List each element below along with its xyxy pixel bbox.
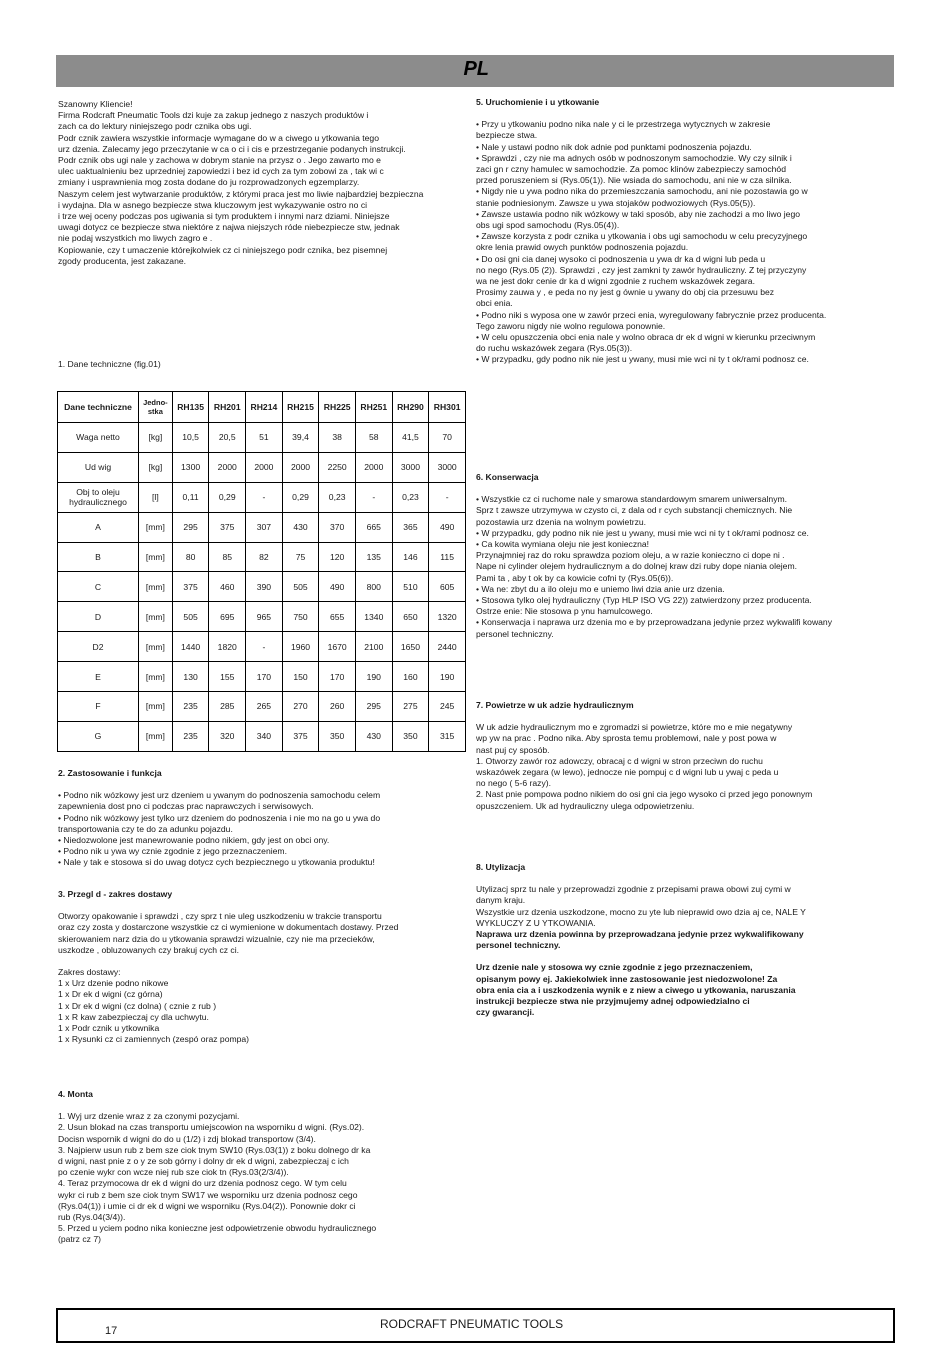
table-cell: 1440 (172, 632, 209, 662)
table-cell: 260 (319, 692, 356, 722)
section-delivery (58, 889, 468, 1045)
table-cell: 235 (172, 721, 209, 751)
table-cell: 115 (429, 542, 466, 572)
table-cell: 51 (246, 423, 283, 453)
table-cell: 190 (429, 662, 466, 692)
table-cell: 370 (319, 512, 356, 542)
table-cell: 430 (282, 512, 319, 542)
liability-note: Urz dzenie nale y stosowa wy cznie zgodnie z jego przeznaczeniem, opisanym powy ej. Jakiekolwiek inne zastosowanie jest niedozwolone! Za obra enia cia a i uszkodzenia wynik e z niew a ciwego u ytkowania, naruszania instrukcji bezpiecze stwa nie przyjmujemy adnej odpowiedzialno ci czy gwarancji. (476, 962, 796, 1018)
table-cell: 307 (246, 512, 283, 542)
row-label-cell: A (58, 512, 139, 542)
table-cell: 365 (392, 512, 429, 542)
header-cell: Dane techniczne (58, 392, 139, 423)
table-cell: 58 (355, 423, 392, 453)
table-cell: 1340 (355, 602, 392, 632)
table-cell: 505 (172, 602, 209, 632)
table-cell: 3000 (429, 452, 466, 482)
section-body: • Przy u ytkowaniu podno nika nale y ci le przestrzega wytycznych w zakresie bezpiecze stwa. • Nale y ustawi podno nik dok adnie pod punktami podnoszenia pojazdu. • Sprawdzi , czy nie ma adnych osób w podnoszonym samochodzie. Wy czy silnik i zaci gn r czny hamulec w samochodzie. Za pomoc klinów zabezpieczy samochód przed poruszeniem si (Rys.05(1)). Nie wsiada do samochodu, ani nie w cza silnika. • Nigdy nie u ywa podno nika do przemieszczania samochodu, ani nie pozostawia go w stanie podniesionym. Zawsze u ywa stojaków podwoziowych (Rys.05(5)). • Zawsze ustawia podno nik wózkowy w taki sposób, aby nie zachodzi a mo liwo jego obs ugi spod samochodu (Rys.05(4)). • Zawsze korzysta z podr cznika u ytkowania i obs ugi samochodu w celu precyzyjnego okre lenia prawid owych punktów podnoszenia pojazdu. • Do osi gni cia danej wysoko ci podnoszenia u ywa dr ka d wigni lub peda u no nego (Rys.05 (2)). Sprawdzi , czy jest zamkni ty zawór hydrauliczny. Z tej przyczyny wa ne jest dokr cenie dr ka d wigni zgodnie z ruchem wskazówek zegara. Prosimy zauwa y , e peda no ny jest g ównie u ywany do obj cia przesuwu bez obci enia. • Podno niki s wyposa one w zawór przeci enia, wyregulowany fabrycznie przez producenta. Tego zaworu nigdy nie wolno regulowa ponownie. • W celu opuszczenia obci enia nale y wolno obraca dr ek d wigni w kierunku przeciwnym do ruchu wskazówek zegara (Rys.05(3)). • W przypadku, gdy podno nik nie jest u ywany, musi mie wci ni ty t ok/rami podnosz ce. (476, 119, 827, 365)
table-cell: 0,23 (319, 482, 356, 512)
table-cell: 490 (319, 572, 356, 602)
table-cell: [mm] (139, 602, 173, 632)
table-cell: 82 (246, 542, 283, 572)
delivery-list: Zakres dostawy: 1 x Urz dzenie podno nikowe 1 x Dr ek d wigni (cz górna) 1 x Dr ek d wigni (cz dolna) ( cznie z rub ) 1 x R kaw zabezpieczaj cy dla uchwytu. 1 x Podr cznik u ytkownika 1 x Rysunki cz ci zamiennych (zespó oraz pompa) (58, 967, 250, 1045)
table-cell: 0,29 (209, 482, 246, 512)
table-cell: 750 (282, 602, 319, 632)
row-label-cell: B (58, 542, 139, 572)
table-cell: 375 (209, 512, 246, 542)
section-title: 5. Uruchomienie i u ytkowanie (476, 97, 600, 107)
table-cell: 350 (319, 721, 356, 751)
table-row (58, 423, 466, 453)
row-label-cell: Obj to oleju hydraulicznego (58, 482, 139, 512)
table-cell: - (355, 482, 392, 512)
table-body (58, 423, 466, 752)
table-cell: 375 (282, 721, 319, 751)
table-cell: 170 (319, 662, 356, 692)
section-body: • Podno nik wózkowy jest urz dzeniem u ywanym do podnoszenia samochodu celem zapewnienia dost pno ci podczas prac naprawczych i serwisowych. • Podno nik wózkowy jest tylko urz dzeniem do podnoszenia i nie mo na go u ywa do transportowania czy te do za adunku pojazdu. • Niedozwolone jest manewrowanie podno nikiem, gdy jest on obci ony. • Podno nik u ywa wy cznie zgodnie z jego przeznaczeniem. • Nale y tak e stosowa si do uwag dotycz cych bezpiecznego u ytkowania produktu! (58, 790, 381, 868)
header-cell: RH201 (209, 392, 246, 423)
table-cell: 270 (282, 692, 319, 722)
table-cell: 505 (282, 572, 319, 602)
table-cell: 70 (429, 423, 466, 453)
repair-note: Naprawa urz dzenia powinna by przeprowadzana jedynie przez wykwalifikowany personel techniczny. (476, 929, 804, 951)
table-cell: 20,5 (209, 423, 246, 453)
row-label-cell: D2 (58, 632, 139, 662)
table-cell: 665 (355, 512, 392, 542)
page-footer (56, 1308, 895, 1343)
table-cell: 430 (355, 721, 392, 751)
tech-caption-block (58, 359, 468, 370)
table-cell: 2000 (282, 452, 319, 482)
table-cell: 135 (355, 542, 392, 572)
section-operation (476, 97, 896, 366)
table-cell: 1960 (282, 632, 319, 662)
table-cell: 1320 (429, 602, 466, 632)
table-cell: 285 (209, 692, 246, 722)
table-cell: 235 (172, 692, 209, 722)
table-cell: 160 (392, 662, 429, 692)
table-cell: 2100 (355, 632, 392, 662)
technical-data-table (57, 391, 466, 752)
table-row (58, 542, 466, 572)
header-cell: RH215 (282, 392, 319, 423)
table-cell: 605 (429, 572, 466, 602)
section-title: 2. Zastosowanie i funkcja (58, 768, 162, 778)
table-cell: 0,29 (282, 482, 319, 512)
table-cell: 2440 (429, 632, 466, 662)
section-assembly (58, 1089, 468, 1246)
table-cell: 38 (319, 423, 356, 453)
table-cell: - (246, 632, 283, 662)
header-cell: RH290 (392, 392, 429, 423)
section-disposal (476, 862, 896, 1018)
table-cell: 150 (282, 662, 319, 692)
table-cell: 0,23 (392, 482, 429, 512)
table-cell: 350 (392, 721, 429, 751)
table-cell: 80 (172, 542, 209, 572)
table-cell: 320 (209, 721, 246, 751)
table-row (58, 512, 466, 542)
table-row (58, 721, 466, 751)
table-cell: 2000 (246, 452, 283, 482)
table-cell: 75 (282, 542, 319, 572)
table-cell: 85 (209, 542, 246, 572)
table-row (58, 662, 466, 692)
table-cell: 146 (392, 542, 429, 572)
language-header-bar (56, 55, 894, 87)
intro-text: Szanowny Kliencie! Firma Rodcraft Pneumatic Tools dzi kuje za zakup jednego z naszych produktów i zach ca do lektury niniejszego podr cznika obs ugi. Podr cznik zawiera wszystkie informacje wymagane do w a ciwego u ytkowania tego urz dzenia. Zalecamy jego przeczytanie w ca o ci i cis e przestrzeganie podanych instrukcji. Podr cznik obs ugi nale y zachowa w dobrym stanie na przysz o . Jego zawarto mo e ulec uaktualnieniu bez uprzedniej zapowiedzi i bez id cych za tym zobowi za , tak wi c zmiany i usprawnienia mog zosta dodane do ju rozprowadzonych egzemplarzy. Naszym celem jest wytwarzanie produktów, z którymi praca jest mo liwie najbardziej bezpieczna i wydajna. Dla w asnego bezpiecze stwa kluczowym jest wykazywanie ostro no ci i trze wej oceny podczas pos ugiwania si tym produktem i innymi narz dziami. Niniejsze uwagi dotycz ce bezpiecze stwa niektóre z najwa niejszych róde niebezpiecze stw, jednak nie podaj wszystkich mo liwych zagro e . Kopiowanie, czy t umaczenie którejkolwiek cz ci niniejszego podr cznika, bez pisemnej zgody producenta, jest zakazane. (58, 99, 424, 266)
table-cell: [mm] (139, 721, 173, 751)
table-cell: 375 (172, 572, 209, 602)
table-cell: 295 (172, 512, 209, 542)
table-row (58, 452, 466, 482)
table-cell: 510 (392, 572, 429, 602)
section-body: Otworzy opakowanie i sprawdzi , czy sprz t nie uleg uszkodzeniu w trakcie transportu oraz czy zosta y dostarczone wszystkie cz ci wymienione w dokumentach dostawy. Przed skierowaniem narz dzia do u ytkowania sprawdzi wizualnie, czy nie ma przecieków, uszkodze , obluzowanych czy brakuj cych cz ci. (58, 911, 399, 955)
page-number: 17 (105, 1325, 118, 1337)
table-cell: 965 (246, 602, 283, 632)
table-cell: [l] (139, 482, 173, 512)
table-cell: 315 (429, 721, 466, 751)
language-code: PL (463, 58, 489, 80)
table-cell: 275 (392, 692, 429, 722)
table-cell: [mm] (139, 512, 173, 542)
table-cell: 245 (429, 692, 466, 722)
table-cell: 190 (355, 662, 392, 692)
row-label-cell: Ud wig (58, 452, 139, 482)
table-cell: 1300 (172, 452, 209, 482)
table-cell: 340 (246, 721, 283, 751)
section-body: W uk adzie hydraulicznym mo e zgromadzi si powietrze, które mo e mie negatywny wp yw na prac . Podno nika. Aby sprosta temu problemowi, nale y post powa w nast puj cy sposób. 1. Otworzy zawór roz adowczy, obracaj c d wigni w stron przeciwn do ruchu wskazówek zegara (w lewo), jednocze nie pompuj c d wigni lub u ywaj c peda u no nego ( 5-6 razy). 2. Nast pnie pompowa podno nikiem do osi gni cia jego wysoko ci przed jego ponownym opuszczeniem. Uk ad hydrauliczny ulega odpowietrzeniu. (476, 722, 813, 811)
section-air-hydraulic (476, 700, 896, 812)
row-label-cell: F (58, 692, 139, 722)
table-cell: 655 (319, 602, 356, 632)
table-cell: 800 (355, 572, 392, 602)
section-body: Utylizacj sprz tu nale y przeprowadzi zgodnie z przepisami prawa obowi zuj cymi w danym kraju. Wszystkie urz dzenia uszkodzone, mocno zu yte lub nieprawid owo dzia aj ce, NALE Y WYKLUCZY Z U YTKOWANIA. (476, 884, 806, 928)
table-header-row (58, 392, 466, 423)
table-cell: 1650 (392, 632, 429, 662)
table-cell: 650 (392, 602, 429, 632)
table-cell: 1820 (209, 632, 246, 662)
header-cell: RH251 (355, 392, 392, 423)
table-row (58, 482, 466, 512)
header-cell: RH214 (246, 392, 283, 423)
header-cell: RH135 (172, 392, 209, 423)
table-cell: 460 (209, 572, 246, 602)
table-cell: - (246, 482, 283, 512)
section-body: • Wszystkie cz ci ruchome nale y smarowa standardowym smarem uniwersalnym. Sprz t zawsze utrzymywa w czysto ci, z dala od r cych substancji chemicznych. Nie pozostawia urz dzenia na wolnym powietrzu. • W przypadku, gdy podno nik nie jest u ywany, musi mie wci ni ty t ok/rami podnosz ce. • Ca kowita wymiana oleju nie jest konieczna! Przynajmniej raz do roku sprawdza poziom oleju, a w razie konieczno ci dope ni . Nape ni cylinder olejem hydraulicznym a do dolnej kraw dzi ruby dope niania olejem. Pami ta , aby t ok by ca kowicie cofni ty (Rys.05(6)). • Wa ne: zbyt du a ilo oleju mo e uniemo liwi dzia anie urz dzenia. • Stosowa tylko olej hydrauliczny (Typ HLP ISO VG 22)) zatwierdzony przez producenta. Ostrze enie: Nie stosowa p ynu hamulcowego. • Konserwacja i naprawa urz dzenia mo e by przeprowadzana jedynie przez wykwalifi kowany personel techniczny. (476, 494, 833, 639)
table-row (58, 602, 466, 632)
table-cell: [kg] (139, 423, 173, 453)
section-title: 3. Przegl d - zakres dostawy (58, 889, 173, 899)
header-cell: RH225 (319, 392, 356, 423)
table-row (58, 572, 466, 602)
section-title: 4. Monta (58, 1089, 93, 1099)
table-cell: 155 (209, 662, 246, 692)
table-cell: 295 (355, 692, 392, 722)
section-title: 6. Konserwacja (476, 472, 539, 482)
row-label-cell: G (58, 721, 139, 751)
table-row (58, 692, 466, 722)
table-cell: 2000 (355, 452, 392, 482)
section-usage (58, 768, 468, 869)
row-label-cell: E (58, 662, 139, 692)
row-label-cell: Waga netto (58, 423, 139, 453)
table-cell: 170 (246, 662, 283, 692)
table-cell: - (429, 482, 466, 512)
table-cell: [kg] (139, 452, 173, 482)
table-cell: 0,11 (172, 482, 209, 512)
header-cell: Jedno- stka (139, 392, 173, 423)
table-cell: 3000 (392, 452, 429, 482)
table-cell: [mm] (139, 572, 173, 602)
table-cell: 265 (246, 692, 283, 722)
section-maintenance (476, 472, 896, 640)
section-title: 8. Utylizacja (476, 862, 526, 872)
header-cell: RH301 (429, 392, 466, 423)
table-cell: 695 (209, 602, 246, 632)
table-cell: 1670 (319, 632, 356, 662)
table-cell: [mm] (139, 692, 173, 722)
table-cell: 390 (246, 572, 283, 602)
table-cell: 2000 (209, 452, 246, 482)
table-cell: 2250 (319, 452, 356, 482)
section-title: 7. Powietrze w uk adzie hydraulicznym (476, 700, 634, 710)
intro-block (58, 99, 468, 267)
table-cell: 41,5 (392, 423, 429, 453)
table-cell: [mm] (139, 662, 173, 692)
table-cell: 10,5 (172, 423, 209, 453)
table-cell: 490 (429, 512, 466, 542)
row-label-cell: C (58, 572, 139, 602)
table-cell: 39,4 (282, 423, 319, 453)
table-row (58, 632, 466, 662)
tech-caption: 1. Dane techniczne (fig.01) (58, 359, 161, 369)
table-cell: 130 (172, 662, 209, 692)
table-cell: 120 (319, 542, 356, 572)
section-body: 1. Wyj urz dzenie wraz z za czonymi pozycjami. 2. Usun blokad na czas transportu umiejscowion na wsporniku d wigni. (Rys.02). Docisn wspornik d wigni do do u (1/2) i zdj blokad transportow (3/4). 3. Najpierw usun rub z bem sze ciok tnym SW10 (Rys.03(1)) z boku dolnego dr ka d wigni, nast pnie z o y ze sob górny i dolny dr ek d wigni, zabezpieczaj c ich po czenie wykr con wcze niej rub sze ciok tn (Rys.03(2/3/4)). 4. Teraz przymocowa dr ek d wigni do urz dzenia podnosz cego. W tym celu wykr ci rub z bem sze ciok tnym SW17 we wsporniku urz dzenia podnosz cego (Rys.04(1)) i umie ci dr ek d wigni we wsporniku (Rys.04(2)). Ponownie dokr ci rub (Rys.04(3/4)). 5. Przed u yciem podno nika konieczne jest odpowietrzenie obwodu hydraulicznego (patrz cz 7) (58, 1111, 377, 1245)
footer-brand: RODCRAFT PNEUMATIC TOOLS (380, 1317, 564, 1331)
table-cell: [mm] (139, 542, 173, 572)
table-cell: [mm] (139, 632, 173, 662)
row-label-cell: D (58, 602, 139, 632)
